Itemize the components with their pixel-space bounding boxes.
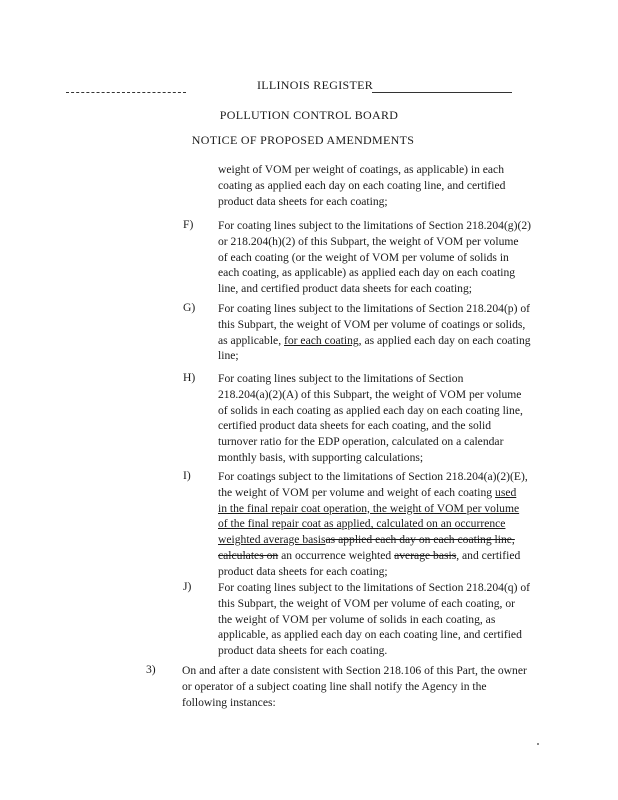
text-line: For coatings subject to the limitations of Section 218.204(a)(2)(E), (218, 470, 528, 483)
text-line: For coating lines subject to the limitations of Section 218.204(q) of (218, 581, 531, 594)
continuation-paragraph (218, 162, 548, 209)
notice-title: NOTICE OF PROPOSED AMENDMENTS (191, 133, 415, 147)
text-line: applicable, as applied each day on each coating line, and certified (218, 628, 522, 642)
text-line: this Subpart, the weight of VOM per volume of each coating, or (218, 596, 515, 610)
section-3-paragraph (182, 663, 542, 710)
text-line: certified product data sheets for each coating, and the solid (218, 419, 491, 433)
item-marker-f: F) (183, 218, 194, 231)
text-segment: as applicable, (218, 333, 282, 347)
text-segment: , and certified (456, 548, 521, 562)
text-line: 218.204(a)(2)(A) of this Subpart, the weight of VOM per volume (218, 387, 522, 401)
text-line: For coating lines subject to the limitations of Section 218.204(p) of (218, 302, 531, 315)
text-segment: an occurrence weighted (281, 548, 392, 562)
text-line: line; (218, 349, 239, 363)
item-f-paragraph (218, 218, 548, 297)
text-line: On and after a date consistent with Section 218.106 of this Part, the owner (182, 664, 527, 677)
section-marker-3: 3) (146, 663, 156, 676)
item-h-paragraph (218, 371, 548, 466)
text-line: line, and certified product data sheets for each coating; (218, 282, 472, 296)
text-line: of solids in each coating as applied each day on each coating line, (218, 403, 523, 417)
text-line: the weight of VOM per volume of solids in each coating, as (218, 612, 496, 626)
text-segment: the weight of VOM per volume and weight of each coating (218, 485, 493, 499)
text-segment: as applied each day on each coating (364, 333, 531, 347)
text-line (218, 532, 548, 548)
text-line: coating as applied each day on each coating line, and certified (218, 178, 506, 192)
inserted-text: for each coating, (284, 333, 362, 347)
text-line: For coating lines subject to the limitations of Section (218, 372, 464, 385)
deleted-text: calculates on (218, 548, 279, 562)
deleted-text: average basis (394, 548, 457, 562)
text-line: product data sheets for each coating; (218, 564, 388, 578)
text-line: product data sheets for each coating; (218, 194, 388, 208)
text-line: product data sheets for each coating. (218, 644, 388, 658)
text-line (218, 485, 548, 501)
text-line: turnover ratio for the EDP operation, calculated on a calendar (218, 435, 504, 449)
item-g-paragraph (218, 301, 548, 364)
deleted-text: as applied each day on each coating line, (325, 533, 515, 547)
item-i-paragraph (218, 469, 548, 580)
inserted-text: weighted average basis (218, 533, 326, 547)
item-marker-j: J) (183, 580, 192, 593)
agency-title: POLLUTION CONTROL BOARD (219, 108, 399, 122)
scan-speck (537, 743, 539, 745)
register-title: ILLINOIS REGISTER (256, 78, 374, 92)
text-line: this Subpart, the weight of VOM per volume of coatings or solids, (218, 317, 526, 331)
text-line: each coating, as applicable) as applied each day on each coating (218, 266, 516, 280)
text-line: of each coating (or the weight of VOM per volume of solids in (218, 250, 509, 264)
text-line: monthly basis, with supporting calculations; (218, 450, 424, 464)
text-line (218, 548, 548, 564)
item-j-paragraph (218, 580, 548, 659)
text-line: For coating lines subject to the limitations of Section 218.204(g)(2) (218, 219, 531, 232)
item-marker-g: G) (183, 301, 196, 314)
text-line: or 218.204(h)(2) of this Subpart, the weight of VOM per volume (218, 234, 519, 248)
text-line (218, 333, 548, 349)
inserted-line: in the final repair coat operation, the weight of VOM per volume (218, 501, 520, 515)
text-line: weight of VOM per weight of coatings, as applicable) in each (218, 163, 504, 176)
text-line: following instances: (182, 695, 276, 709)
inserted-line: of the final repair coat as applied, calculated on an occurrence (218, 517, 506, 531)
inserted-text: used (495, 485, 517, 499)
item-marker-h: H) (183, 371, 196, 384)
text-line: or operator of a subject coating line shall notify the Agency in the (182, 679, 487, 693)
item-marker-i: I) (183, 469, 191, 482)
